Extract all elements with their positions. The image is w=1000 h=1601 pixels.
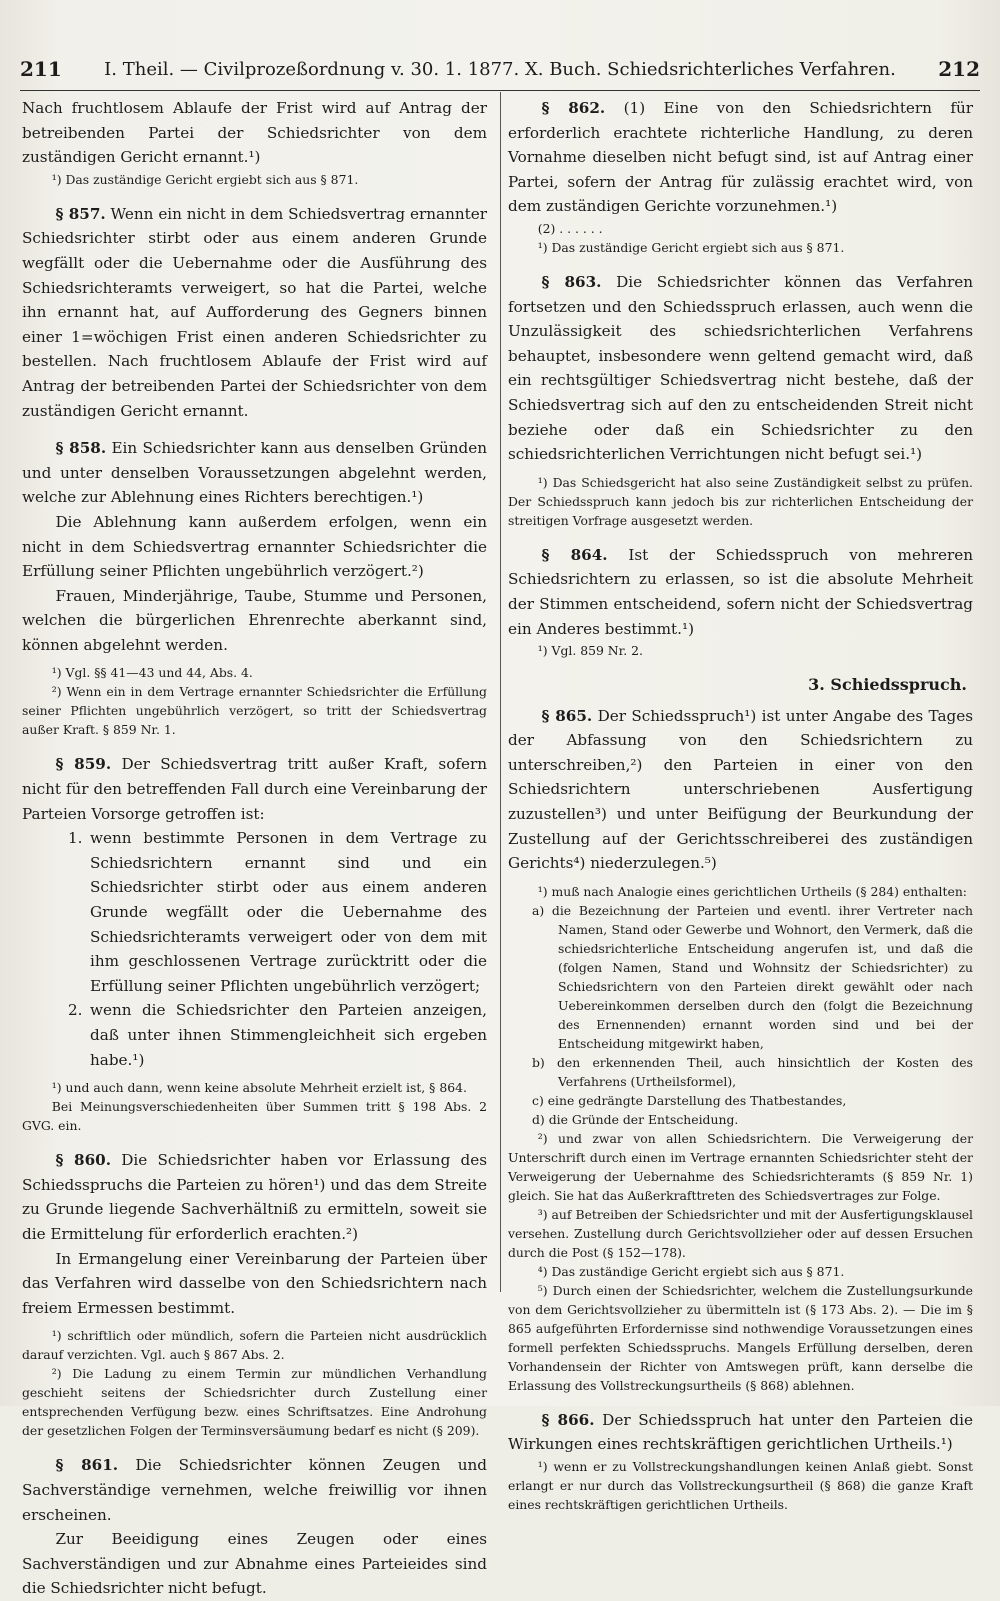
header-rule bbox=[20, 90, 980, 91]
paragraph: Die Ablehnung kann außerdem erfolgen, wenn ein nicht in dem Schiedsvertrag ernannter Schiedsrichter die Erfüllung seiner Pflichten ungebührlich verzögert.²) bbox=[22, 512, 487, 581]
section-number: § 865. bbox=[541, 706, 593, 725]
section-860 bbox=[22, 1148, 487, 1246]
section-number: § 858. bbox=[55, 439, 107, 458]
section-text: Die Schiedsrichter haben vor Erlassung des Schiedsspruchs die Parteien zu hören¹) und das dem Streite zu Grunde liegende Sachverhältniß zu ermitteln, soweit sie die Ermittelung für erforderlich erachten.²) bbox=[22, 1151, 487, 1243]
omitted-subsection: (2) . . . . . . bbox=[537, 220, 603, 236]
section-text: Der Schiedsspruch hat unter den Parteien die Wirkungen eines rechtskräftigen gerichtlichen Urtheils.¹) bbox=[508, 1410, 973, 1454]
footnote-item: c) eine gedrängte Darstellung des Thatbestandes, bbox=[532, 1092, 847, 1108]
section-862 bbox=[508, 96, 973, 219]
footnote-item: a) die Bezeichnung der Parteien und eventl. ihrer Vertreter nach Namen, Stand oder Gewerbe und Wohnort, den Vermerk, daß die schiedsrichterliche Entscheidung angerufen ist, und daß die (folgen Namen, Stand und Wohnsitz der Schiedsrichter) zu Schiedsrichtern von den Parteien direkt gewählt oder nach Uebereinkommen derselben durch den (folgt die Bezeichnung des Ernennenden) ernannt worden sind und bei der Entscheidung mitgewirkt haben, bbox=[532, 902, 973, 1051]
footnote: ²) Die Ladung zu einem Termin zur mündlichen Verhandlung geschieht seitens der Schiedsrichter durch Zustellung einer entsprechenden Verfügung bezw. eines Schriftsatzes. Eine Androhung der gesetzlichen Folgen der Terminsversäumung bedarf es nicht (§ 209). bbox=[22, 1366, 487, 1439]
section-864 bbox=[508, 543, 973, 641]
footnote: ¹) Das zuständige Gericht ergiebt sich aus § 871. bbox=[51, 171, 359, 187]
continued-paragraph: Nach fruchtlosem Ablaufe der Frist wird auf Antrag der betreibenden Partei der Schiedsrichter von dem zuständigen Gericht ernannt.¹) bbox=[22, 99, 487, 167]
running-title: I. Theil. — Civilprozeßordnung v. 30. 1. 1877. X. Buch. Schiedsrichterliches Verfahren. bbox=[104, 58, 896, 80]
footnote: ¹) schriftlich oder mündlich, sofern die Parteien nicht ausdrücklich darauf verzichten. Vgl. auch § 867 Abs. 2. bbox=[22, 1328, 487, 1363]
running-header bbox=[20, 52, 980, 86]
enumeration bbox=[22, 826, 487, 1072]
left-column bbox=[22, 96, 487, 1601]
section-number: § 857. bbox=[55, 204, 106, 223]
section-861 bbox=[22, 1453, 487, 1527]
section-863 bbox=[508, 270, 973, 467]
subsection-heading: 3. Schiedsspruch. bbox=[808, 675, 967, 695]
section-number: § 863. bbox=[541, 272, 602, 291]
section-858 bbox=[22, 436, 487, 510]
section-text: Der Schiedsvertrag tritt außer Kraft, sofern nicht für den betreffenden Fall durch eine Vereinbarung der Parteien Vorsorge getroffen ist: bbox=[22, 755, 487, 823]
footnote: ⁵) Durch einen der Schiedsrichter, welchem die Zustellungsurkunde von dem Gerichtsvollzieher zu übermitteln ist (§ 173 Abs. 2). — Die im § 865 aufgeführten Erfordernisse sind nothwendige Voraussetzungen eines formell perfekten Schiedsspruchs. Mangels Erfüllung derselben, deren Vorhandensein der Richter von Amtswegen prüft, kann derselbe die Erlassung des Vollstreckungsurtheils (§ 868) ablehnen. bbox=[508, 1282, 973, 1393]
section-number: § 866. bbox=[541, 1410, 595, 1429]
section-text: Die Schiedsrichter können das Verfahren fortsetzen und den Schiedsspruch erlassen, auch wenn die Unzulässigkeit des schiedsrichterlichen Verfahrens behauptet, insbesondere wenn geltend gemacht wird, daß ein rechtsgültiger Schiedsvertrag nicht bestehe, daß der Schiedsvertrag sich auf den zu entscheidenden Streit nicht beziehe oder daß ein Schiedsrichter zu den schiedsrichterlichen Verrichtungen nicht befugt sei.¹) bbox=[508, 272, 974, 464]
section-865 bbox=[508, 704, 973, 876]
section-text: Ein Schiedsrichter kann aus denselben Gründen und unter denselben Voraussetzungen abgelehnt werden, welche zur Ablehnung eines Richters berechtigen.¹) bbox=[22, 439, 487, 507]
section-859 bbox=[22, 752, 487, 826]
section-857 bbox=[22, 202, 487, 423]
footnote: ²) Wenn ein in dem Vertrage ernannter Schiedsrichter die Erfüllung seiner Pflichten ungebührlich verzögert, so tritt der Schiedsvertrag außer Kraft. § 859 Nr. 1. bbox=[22, 684, 487, 738]
footnote-item: b) den erkennenden Theil, auch hinsichtlich der Kosten des Verfahrens (Urtheilsformel), bbox=[532, 1054, 973, 1089]
list-item: 2. wenn die Schiedsrichter den Parteien anzeigen, daß unter ihnen Stimmengleichheit sich ergeben habe.¹) bbox=[68, 1001, 487, 1069]
section-number: § 861. bbox=[55, 1456, 119, 1475]
section-number: § 864. bbox=[541, 545, 608, 564]
section-text: Wenn ein nicht in dem Schiedsvertrag ernannter Schiedsrichter stirbt oder aus einem anderen Grunde wegfällt oder die Uebernahme oder die Ausführung des Schiedsrichteramts verweigert, so hat die Partei, welche ihn ernannt hat, auf Aufforderung des Gegners binnen einer 1=wöchigen Frist einen anderen Schiedsrichter zu bestellen. Nach fruchtlosem Ablaufe der Frist wird auf Antrag der betreibenden Partei der Schiedsrichter von dem zuständigen Gericht ernannt. bbox=[22, 204, 487, 420]
section-number: § 860. bbox=[55, 1151, 112, 1170]
section-text: (1) Eine von den Schiedsrichtern für erforderlich erachtete richterliche Handlung, zu deren Vornahme dieselben nicht befugt sind, ist auf Antrag einer Partei, sofern der Antrag für zulässig erachtet wird, von dem zuständigen Gerichte vorzunehmen.¹) bbox=[508, 99, 973, 216]
section-text: Ist der Schiedsspruch von mehreren Schiedsrichtern zu erlassen, so ist die absolute Mehrheit der Stimmen entscheidend, sofern nicht der Schiedsvertrag ein Anderes bestimmt.¹) bbox=[508, 545, 974, 638]
footnote: ³) auf Betreiben der Schiedsrichter und mit der Ausfertigungsklausel versehen. Zustellung durch Gerichtsvollzieher oder auf dessen Ersuchen durch die Post (§ 152—178). bbox=[508, 1206, 973, 1260]
right-column bbox=[508, 96, 973, 1514]
column-divider bbox=[500, 92, 501, 1292]
footnote: ¹) Das zuständige Gericht ergiebt sich aus § 871. bbox=[537, 239, 845, 255]
footnote: ¹) Das Schiedsgericht hat also seine Zuständigkeit selbst zu prüfen. Der Schiedsspruch kann jedoch bis zur richterlichen Entscheidung der streitigen Vorfrage ausgesetzt werden. bbox=[508, 474, 973, 528]
footnote: ¹) muß nach Analogie eines gerichtlichen Urtheils (§ 284) enthalten: bbox=[537, 883, 967, 899]
footnote-item: d) die Gründe der Entscheidung. bbox=[532, 1111, 739, 1127]
paragraph: Frauen, Minderjährige, Taube, Stumme und Personen, welchen die bürgerlichen Ehrenrechte aberkannt sind, können abgelehnt werden. bbox=[22, 586, 487, 654]
footnote: ¹) wenn er zu Vollstreckungshandlungen keinen Anlaß giebt. Sonst erlangt er nur durch das Vollstreckungsurtheil (§ 868) die ganze Kraft eines rechtskräftigen gerichtlichen Urtheils. bbox=[508, 1459, 973, 1513]
page-number-right: 212 bbox=[938, 57, 980, 81]
section-number: § 862. bbox=[541, 99, 606, 117]
page-number-left: 211 bbox=[20, 57, 62, 81]
footnote: ¹) Vgl. §§ 41—43 und 44, Abs. 4. bbox=[51, 665, 253, 681]
section-866 bbox=[508, 1408, 973, 1457]
section-number: § 859. bbox=[55, 755, 112, 774]
footnote: ⁴) Das zuständige Gericht ergiebt sich aus § 871. bbox=[537, 1263, 845, 1279]
footnote: ²) und zwar von allen Schiedsrichtern. Die Verweigerung der Unterschrift durch einen im Vertrage ernannten Schiedsrichter steht der Verweigerung der Uebernahme des Schiedsrichteramts (§ 859 Nr. 1) gleich. Sie hat das Außerkrafttreten des Schiedsvertrages zur Folge. bbox=[508, 1130, 973, 1203]
paragraph: In Ermangelung einer Vereinbarung der Parteien über das Verfahren wird dasselbe von den Schiedsrichtern nach freiem Ermessen bestimmt. bbox=[22, 1249, 487, 1317]
footnote: ¹) Vgl. 859 Nr. 2. bbox=[537, 643, 643, 659]
section-text: Der Schiedsspruch¹) ist unter Angabe des Tages der Abfassung von den Schiedsrichtern zu unterschreiben,²) den Parteien in einer von den Schiedsrichtern unterschriebenen Ausfertigung zuzustellen³) und unter Beifügung der Beurkundung der Zustellung auf der Gerichtsschreiberei des zuständigen Gerichts⁴) niederzulegen.⁵) bbox=[508, 706, 973, 873]
list-item: 1. wenn bestimmte Personen in dem Vertrage zu Schiedsrichtern ernannt sind und ein Schiedsrichter stirbt oder aus einem anderen Grunde wegfällt oder die Uebernahme des Schiedsrichteramts verweigert oder von dem mit ihm geschlossenen Vertrage zurücktritt oder die Erfüllung seiner Pflichten ungebührlich verzögert; bbox=[68, 829, 487, 995]
footnote: Bei Meinungsverschiedenheiten über Summen tritt § 198 Abs. 2 GVG. ein. bbox=[22, 1099, 487, 1134]
paragraph: Zur Beeidigung eines Zeugen oder eines Sachverständigen und zur Abnahme eines Parteieides sind die Schiedsrichter nicht befugt. bbox=[22, 1530, 487, 1598]
section-text: Die Schiedsrichter können Zeugen und Sachverständige vernehmen, welche freiwillig vor ihnen erscheinen. bbox=[22, 1456, 487, 1524]
footnote: ¹) und auch dann, wenn keine absolute Mehrheit erzielt ist, § 864. bbox=[51, 1080, 467, 1096]
